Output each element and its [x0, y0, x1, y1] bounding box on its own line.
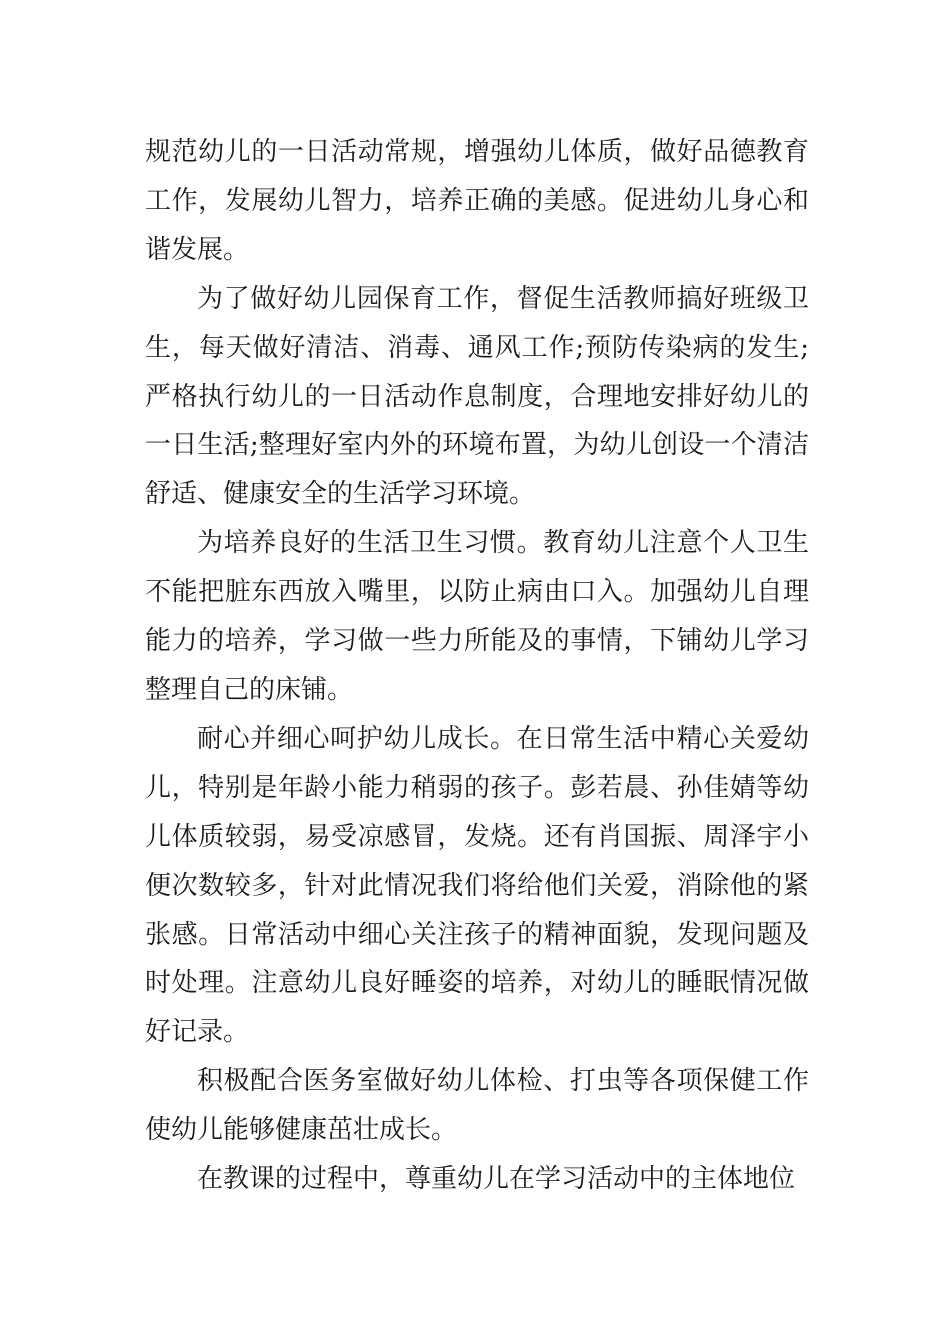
paragraph-attentive-care: 耐心并细心呵护幼儿成长。在日常生活中精心关爱幼儿，特别是年龄小能力稍弱的孩子。彭若晨、孙佳婧等幼儿体质较弱，易受凉感冒，发烧。还有肖国振、周泽宇小便次数较多，针对此情况我们将给他们关爱，消除他的紧张感。日常活动中细心关注孩子的精神面貌，发现问题及时处理。注意幼儿良好睡姿的培养，对幼儿的睡眠情况做好记录。 — [145, 723, 809, 1048]
document-body — [145, 128, 809, 1204]
paragraph-hygiene-habits: 为培养良好的生活卫生习惯。教育幼儿注意个人卫生不能把脏东西放入嘴里，以防止病由口入。加强幼儿自理能力的培养，学习做一些力所能及的事情，下铺幼儿学习整理自己的床铺。 — [145, 528, 809, 705]
paragraph-health-checks: 积极配合医务室做好幼儿体检、打虫等各项保健工作使幼儿能够健康茁壮成长。 — [145, 1066, 809, 1146]
paragraph-care-work: 为了做好幼儿园保育工作，督促生活教师搞好班级卫生，每天做好清洁、消毒、通风工作;预防传染病的发生;严格执行幼儿的一日活动作息制度，合理地安排好幼儿的一日生活;整理好室内外的环境布置，为幼儿创设一个清洁舒适、健康安全的生活学习环境。 — [145, 283, 809, 510]
paragraph-teaching: 在教课的过程中，尊重幼儿在学习活动中的主体地位 — [197, 1164, 796, 1195]
paragraph-continuation: 规范幼儿的一日活动常规，增强幼儿体质，做好品德教育工作，发展幼儿智力，培养正确的美感。促进幼儿身心和谐发展。 — [145, 137, 809, 265]
